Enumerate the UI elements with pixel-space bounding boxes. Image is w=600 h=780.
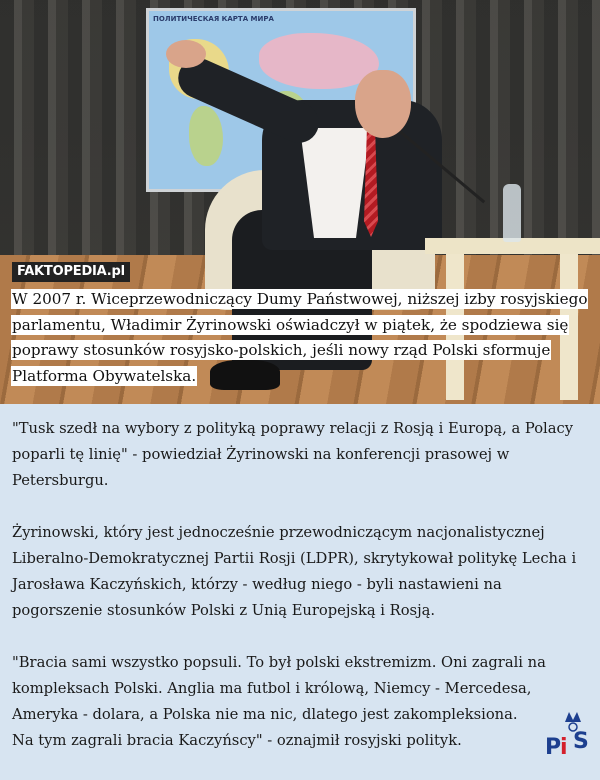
- man-head: [355, 70, 411, 138]
- caption-text: W 2007 r. Wiceprzewodniczący Dumy Państwowej, niższej izby rosyjskiego parlamentu, Władimir Żyrinowski oświadczył w piątek, że spodziewa się poprawy stosunków rosyjsko-polskich, jeśli nowy rząd Polski sformuje Platforma Obywatelska.: [12, 290, 588, 385]
- article-body: [12, 416, 587, 780]
- svg-text:i: i: [560, 735, 568, 758]
- svg-text:P: P: [545, 735, 562, 758]
- map-title: ПОЛИТИЧЕСКАЯ КАРТА МИРА: [153, 15, 274, 23]
- map-land-south-america: [189, 106, 223, 166]
- article-paragraph: "Bracia sami wszystko popsuli. To był polski ekstremizm. Oni zagrali na kompleksach Polski. Anglia ma futbol i królową, Niemcy - Mercedesa, Ameryka - dolara, a Polska nie ma nic, dlatego jest zakompleksiona. Na tym zagrali bracia Kaczyńscy" - oznajmił rosyjski polityk.: [12, 654, 546, 749]
- svg-text:S: S: [573, 729, 589, 754]
- man-hand: [166, 40, 206, 68]
- article-paragraph: "Tusk szedł na wybory z polityką poprawy relacji z Rosją i Europą, a Polacy poparli tę linię" - powiedział Żyrinowski na konferencji prasowej w Petersburgu.: [12, 420, 574, 489]
- source-badge: FAKTOPEDIA.pl: [12, 262, 130, 282]
- article-paragraph: Żyrinowski, który jest jednocześnie przewodniczącym nacjonalistycznej Liberalno-Demokratycznej Partii Rosji (LDPR), skrytykował politykę Lecha i Jarosława Kaczyńskich, którzy - według niego - byli nastawieni na pogorszenie stosunków Polski z Unią Europejską i Rosją.: [12, 524, 577, 619]
- photo-caption: [11, 287, 596, 389]
- water-bottle: [503, 184, 521, 242]
- pis-logo-icon: [543, 708, 598, 758]
